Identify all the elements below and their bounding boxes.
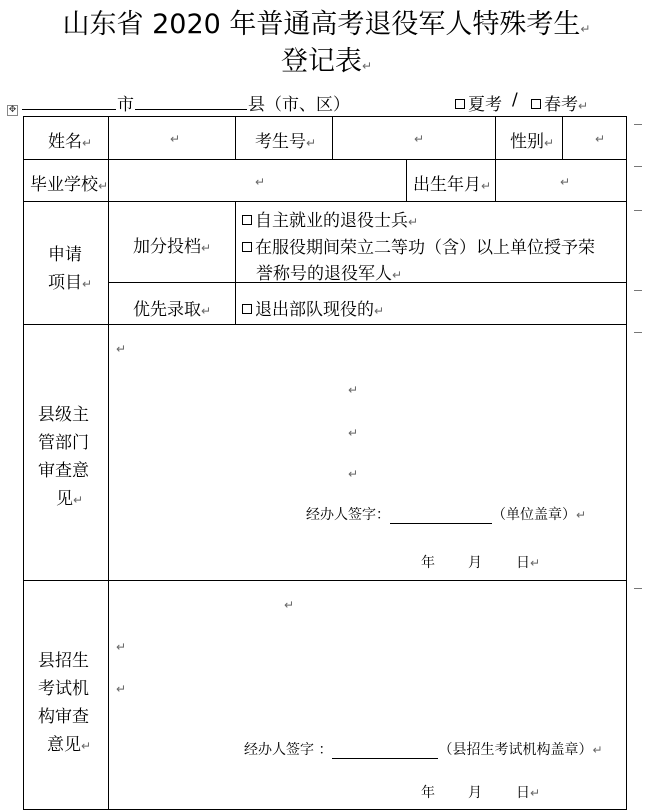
county-dept-date-day: 日↵ xyxy=(516,555,541,571)
county-dept-signer-row: 经办人签字： （单位盖章）↵ xyxy=(306,507,587,523)
school-label: 毕业学校↵ xyxy=(30,175,109,195)
gender-input[interactable]: ↵ xyxy=(595,132,606,146)
county-dept-label-2: 管部门 xyxy=(38,433,89,453)
checkbox-icon xyxy=(242,304,252,314)
checkbox-icon xyxy=(242,215,252,225)
name-label: 姓名↵ xyxy=(48,132,93,152)
priority-option-discharged[interactable]: 退出部队现役的↵ xyxy=(242,295,384,320)
birth-label: 出生年月↵ xyxy=(413,175,492,195)
county-exam-date-month: 月 xyxy=(468,785,482,801)
col-line xyxy=(108,116,109,810)
bonus-option-merit-line1[interactable]: 在服役期间荣立二等功（含）以上单位授予荣 xyxy=(242,233,595,258)
row-line xyxy=(23,201,627,202)
bonus-label: 加分投档↵ xyxy=(133,237,212,257)
row-line xyxy=(23,580,627,581)
county-exam-date-day: 日↵ xyxy=(516,785,541,801)
region-line xyxy=(0,90,653,114)
col-line xyxy=(495,116,496,159)
application-label-line1: 申请 xyxy=(48,245,82,265)
application-label-line2: 项目↵ xyxy=(48,273,93,293)
col-line xyxy=(235,116,236,159)
table-move-handle-icon[interactable]: ✥ xyxy=(8,105,17,115)
county-exam-label-1: 县招生 xyxy=(38,651,89,671)
bonus-option-retired-soldier[interactable]: 自主就业的退役士兵↵ xyxy=(242,206,418,231)
form-title-line1: 山东省 2020 年普通高考退役军人特殊考生↵ xyxy=(62,9,591,40)
checkbox-icon xyxy=(455,99,465,109)
exam-no-label: 考生号↵ xyxy=(255,132,317,152)
exam-separator: / xyxy=(512,90,518,110)
county-exam-label-3: 构审查 xyxy=(38,707,89,727)
county-dept-label-1: 县级主 xyxy=(38,405,89,425)
county-exam-label-2: 考试机 xyxy=(38,679,89,699)
exam-no-input[interactable]: ↵ xyxy=(414,132,425,146)
row-end-mark xyxy=(634,124,642,133)
county-exam-signer-row: 经办人签字 ： （县招生考试机构盖章）↵ xyxy=(244,742,603,758)
col-line xyxy=(495,159,496,201)
row-line xyxy=(23,324,627,325)
birth-input[interactable]: ↵ xyxy=(560,175,571,189)
name-input[interactable]: ↵ xyxy=(170,132,181,146)
checkbox-icon xyxy=(242,242,252,252)
county-blank xyxy=(135,90,247,110)
col-line xyxy=(235,201,236,324)
row-end-mark xyxy=(634,290,642,299)
signature-line[interactable] xyxy=(332,744,438,759)
school-input[interactable]: ↵ xyxy=(255,175,266,189)
col-line xyxy=(406,159,407,201)
county-dept-label-4: 见↵ xyxy=(56,489,84,509)
row-end-mark xyxy=(634,588,642,597)
city-blank xyxy=(22,90,116,110)
row-end-mark xyxy=(634,332,642,341)
row-end-mark xyxy=(634,166,642,175)
county-exam-label-4: 意见↵ xyxy=(47,735,92,755)
county-suffix: 县（市、区） xyxy=(248,95,350,115)
form-title-line2: 登记表↵ xyxy=(280,46,373,77)
col-line xyxy=(332,116,333,159)
summer-exam-option[interactable]: 夏考 xyxy=(455,90,502,115)
city-suffix: 市 xyxy=(117,95,134,115)
county-dept-date-year: 年 xyxy=(421,555,435,571)
bonus-option-merit-line2: 誉称号的退役军人↵ xyxy=(256,264,403,284)
checkbox-icon xyxy=(531,99,541,109)
row-end-mark xyxy=(634,210,642,219)
gender-label: 性别↵ xyxy=(510,132,555,152)
county-dept-date-month: 月 xyxy=(468,555,482,571)
county-dept-label-3: 审查意 xyxy=(38,461,89,481)
priority-label: 优先录取↵ xyxy=(133,300,212,320)
row-line xyxy=(23,159,627,160)
signature-line[interactable] xyxy=(390,509,492,524)
spring-exam-option[interactable]: 春考↵ xyxy=(531,90,588,115)
col-line xyxy=(562,116,563,159)
county-exam-date-year: 年 xyxy=(421,785,435,801)
